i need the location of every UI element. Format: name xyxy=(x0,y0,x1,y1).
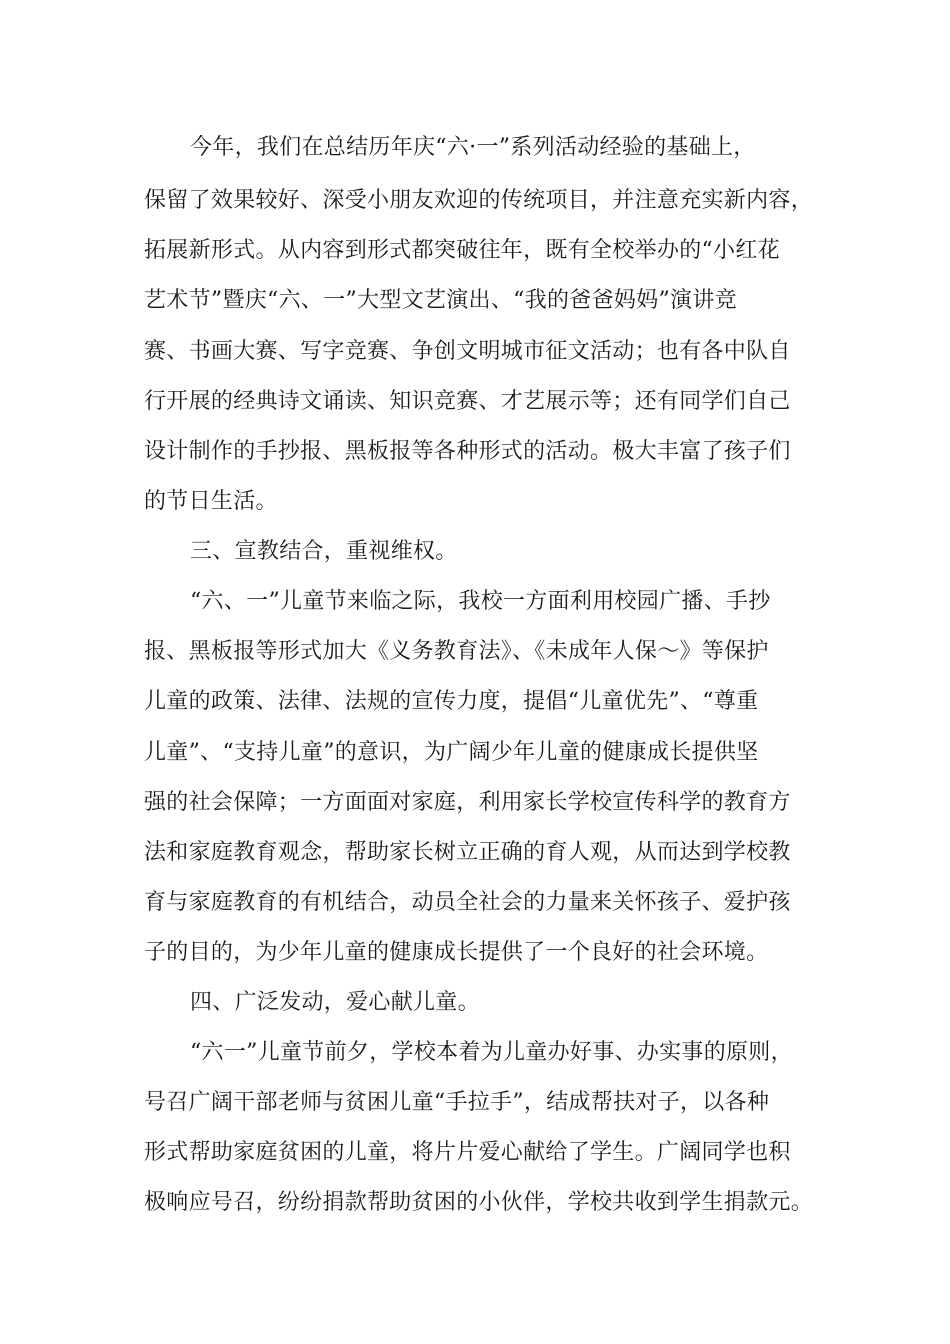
paragraph-line: 的节日生活。 xyxy=(144,489,278,514)
paragraph-line: 形式帮助家庭贫困的儿童，将片片爱心献给了学生。广阔同学也积 xyxy=(144,1140,791,1165)
paragraph-line: 拓展新形式。从内容到形式都突破往年，既有全校举办的“小红花 xyxy=(144,238,780,263)
paragraph-line: 设计制作的手抄报、黑板报等各种形式的活动。极大丰富了孩子们 xyxy=(144,439,791,464)
paragraph-line: 子的目的，为少年儿童的健康成长提供了一个良好的社会环境。 xyxy=(144,940,769,965)
paragraph-line: 儿童的政策、法律、法规的宣传力度，提倡“儿童优先”、“尊重 xyxy=(144,689,759,714)
paragraph-line: “六一”儿童节前夕，学校本着为儿童办好事、办实事的原则， xyxy=(190,1040,793,1065)
paragraph-line: 艺术节”暨庆“六、一”大型文艺演出、“我的爸爸妈妈”演讲竞 xyxy=(144,288,737,313)
paragraph-line: 行开展的经典诗文诵读、知识竞赛、才艺展示等；还有同学们自己 xyxy=(144,389,791,414)
paragraph-line: 强的社会保障；一方面面对家庭，利用家长学校宣传科学的教育方 xyxy=(144,790,791,815)
paragraph-line: 极响应号召，纷纷捐款帮助贫困的小伙伴，学校共收到学生捐款元。 xyxy=(144,1190,814,1215)
section-heading: 三、宣教结合，重视维权。 xyxy=(190,539,458,564)
paragraph-line: 儿童”、“支持儿童”的意识，为广阔少年儿童的健康成长提供坚 xyxy=(144,740,759,765)
section-heading: 四、广泛发动，爱心献儿童。 xyxy=(190,990,480,1015)
paragraph-line: “六、一”儿童节来临之际，我校一方面利用校园广播、手抄 xyxy=(190,589,771,614)
paragraph-line: 号召广阔干部老师与贫困儿童“手拉手”，结成帮扶对子，以各种 xyxy=(144,1090,770,1115)
paragraph-line: 保留了效果较好、深受小朋友欢迎的传统项目，并注意充实新内容， xyxy=(144,188,814,213)
paragraph-line: 今年，我们在总结历年庆“六·一”系列活动经验的基础上， xyxy=(190,135,756,160)
paragraph-line: 报、黑板报等形式加大《义务教育法》、《未成年人保～》等保护 xyxy=(144,639,769,664)
paragraph-line: 育与家庭教育的有机结合，动员全社会的力量来关怀孩子、爱护孩 xyxy=(144,890,791,915)
paragraph-line: 法和家庭教育观念，帮助家长树立正确的育人观，从而达到学校教 xyxy=(144,840,791,865)
paragraph-line: 赛、书画大赛、写字竞赛、争创文明城市征文活动；也有各中队自 xyxy=(144,339,791,364)
